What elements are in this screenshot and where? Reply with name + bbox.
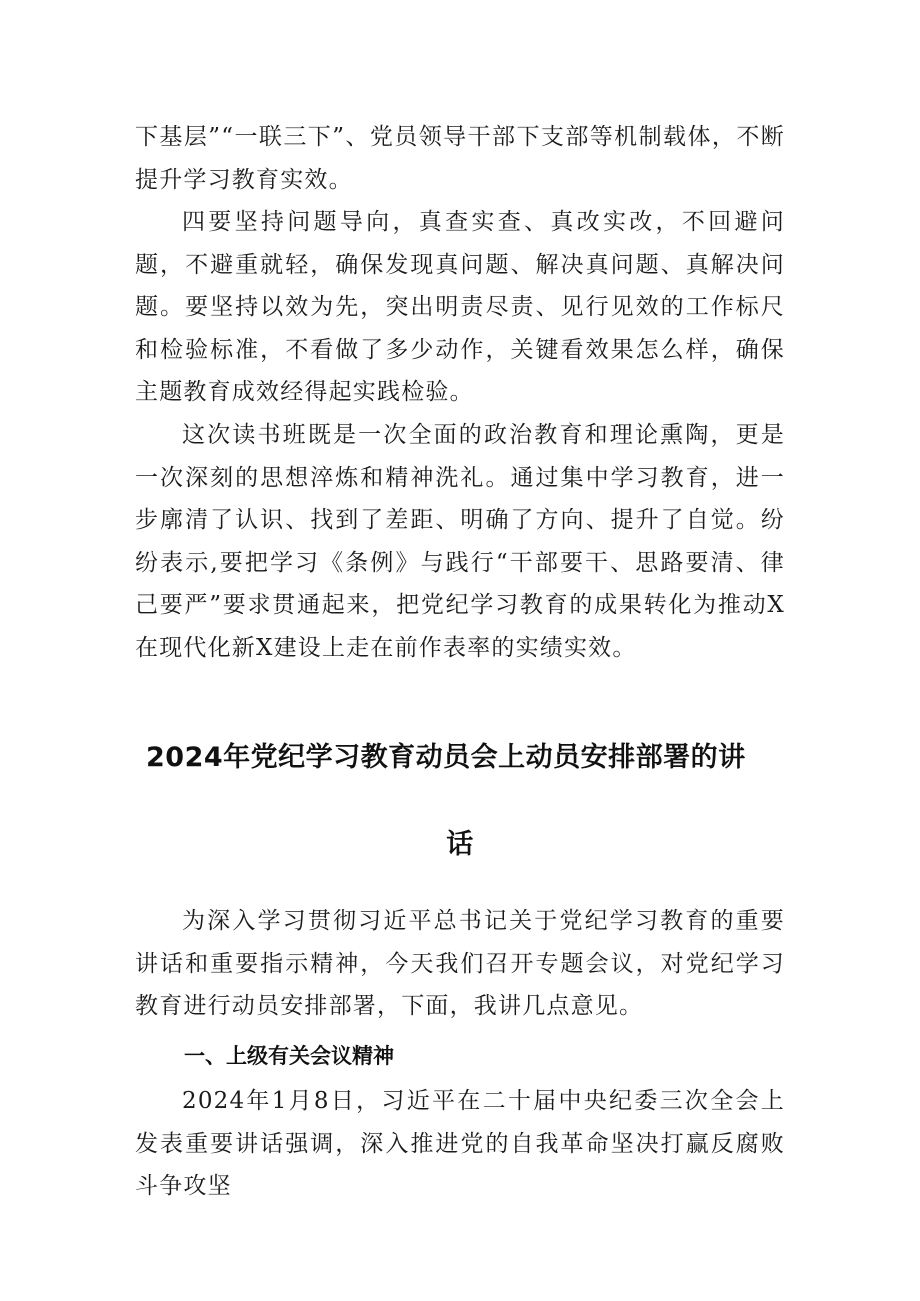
paragraph-study-class-summary: 这次读书班既是一次全面的政治教育和理论熏陶，更是一次深刻的思想淬炼和精神洗礼。通过集中学习教育，进一步廓清了认识、找到了差距、明确了方向、提升了自觉。纷纷表示,要把学习《条例》与践行“干部要干、思路要清、律己要严”要求贯通起来，把党纪学习教育的成果转化为推动X在现代化新X建设上走在前作表率的实绩实效。 <box>135 422 785 661</box>
paragraph-problem-oriented: 四要坚持问题导向，真查实查、真改实改，不回避问题，不避重就轻，确保发现真问题、解决真问题、真解决问题。要坚持以效为先，突出明责尽责、见行见效的工作标尺和检验标准，不看做了多少动作，关键看效果怎么样，确保主题教育成效经得起实践检验。 <box>135 209 785 405</box>
speech-intro-paragraph: 为深入学习贯彻习近平总书记关于党纪学习教育的重要讲话和重要指示精神，今天我们召开专题会议，对党纪学习教育进行动员安排部署，下面，我讲几点意见。 <box>135 908 785 1019</box>
paragraph-continuation: 下基层”“一联三下”、党员领导干部下支部等机制载体，不断提升学习教育实效。 <box>135 124 785 193</box>
document-title-line1: 2024年党纪学习教育动员会上动员安排部署的讲 <box>146 742 746 773</box>
document-title-line2: 话 <box>446 829 474 860</box>
section-1-paragraph: 2024年1月8日，习近平在二十届中央纪委三次全会上发表重要讲话强调，深入推进党的自我革命坚决打赢反腐败斗争攻坚 <box>135 1088 785 1199</box>
section-heading-1: 一、上级有关会议精神 <box>184 1044 394 1068</box>
